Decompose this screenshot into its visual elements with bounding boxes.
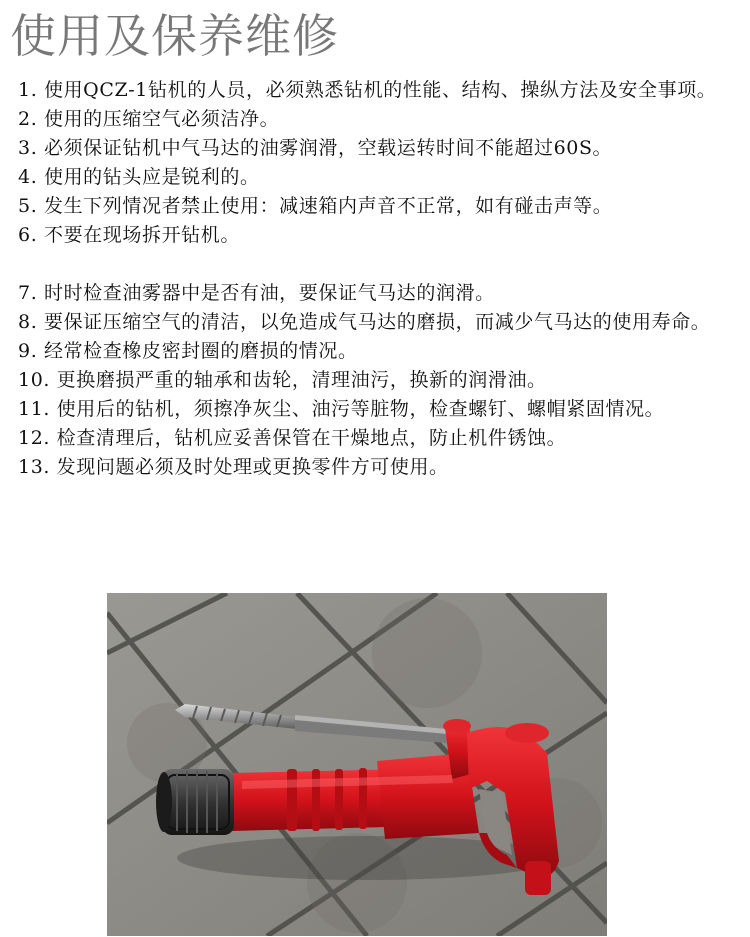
list-spacer bbox=[18, 250, 730, 279]
drill-photo bbox=[107, 593, 607, 936]
list-item: 2. 使用的压缩空气必须洁净。 bbox=[18, 108, 280, 130]
list-item: 3. 必须保证钻机中气马达的油雾润滑，空载运转时间不能超过60S。 bbox=[18, 137, 613, 159]
drill-illustration bbox=[107, 593, 607, 936]
list-item: 5. 发生下列情况者禁止使用：减速箱内声音不正常，如有碰击声等。 bbox=[18, 195, 613, 217]
list-item: 8. 要保证压缩空气的清洁，以免造成气马达的磨损，而减少气马达的使用寿命。 bbox=[18, 311, 711, 333]
maintenance-list bbox=[18, 76, 730, 482]
list-item: 12. 检查清理后，钻机应妥善保管在干燥地点，防止机件锈蚀。 bbox=[18, 427, 567, 449]
list-item: 7. 时时检查油雾器中是否有油，要保证气马达的润滑。 bbox=[18, 282, 495, 304]
list-item: 4. 使用的钻头应是锐利的。 bbox=[18, 166, 260, 188]
list-item: 1. 使用QCZ-1钻机的人员，必须熟悉钻机的性能、结构、操纵方法及安全事项。 bbox=[18, 79, 717, 101]
list-item: 10. 更换磨损严重的轴承和齿轮，清理油污，换新的润滑油。 bbox=[18, 369, 547, 391]
list-item: 6. 不要在现场拆开钻机。 bbox=[18, 224, 240, 246]
page-title: 使用及保养维修 bbox=[10, 9, 339, 63]
list-item: 9. 经常检查橡皮密封圈的磨损的情况。 bbox=[18, 340, 358, 362]
list-item: 11. 使用后的钻机，须擦净灰尘、油污等脏物，检查螺钉、螺帽紧固情况。 bbox=[18, 398, 665, 420]
list-item: 13. 发现问题必须及时处理或更换零件方可使用。 bbox=[18, 456, 449, 478]
